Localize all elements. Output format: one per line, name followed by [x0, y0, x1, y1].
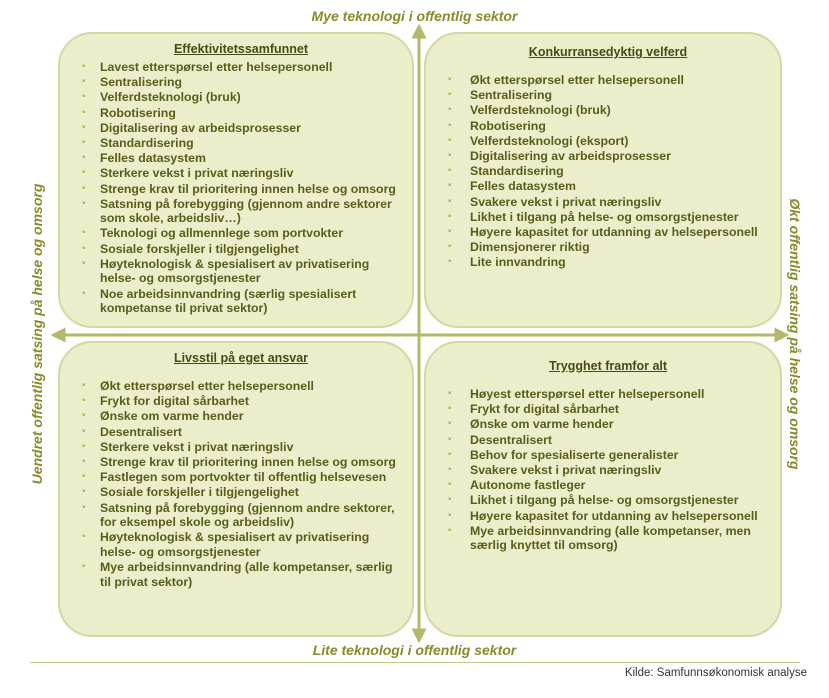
- list-item: ▪ Digitalisering av arbeidsprosesser: [448, 149, 768, 164]
- source-divider: [30, 662, 800, 663]
- list-item: ▪ Satsning på forebygging (gjennom andre sektorer, for eksempel skole og arbeidsliv): [82, 501, 400, 530]
- list-item: ▪ Velferdsteknologi (eksport): [448, 134, 768, 149]
- list-item: ▪ Velferdsteknologi (bruk): [448, 103, 768, 118]
- list-item: ▪ Likhet i tilgang på helse- og omsorgstjenester: [448, 493, 768, 508]
- list-item: ▪ Sterkere vekst i privat næringsliv: [82, 166, 400, 181]
- list-item: ▪ Frykt for digital sårbarhet: [82, 394, 400, 409]
- list-item: ▪ Ønske om varme hender: [448, 417, 768, 432]
- axis-label-right: Økt offentlig satsing på helse og omsorg: [787, 198, 803, 470]
- list-item: ▪ Teknologi og allmennlege som portvokter: [82, 226, 400, 241]
- list-item: ▪ Sentralisering: [82, 75, 400, 90]
- list-item: ▪ Økt etterspørsel etter helsepersonell: [448, 73, 768, 88]
- list-item: ▪ Lavest etterspørsel etter helsepersonell: [82, 60, 400, 75]
- list-item: ▪ Likhet i tilgang på helse- og omsorgstjenester: [448, 210, 768, 225]
- list-item: ▪ Økt etterspørsel etter helsepersonell: [82, 379, 400, 394]
- list-item: ▪ Behov for spesialiserte generalister: [448, 448, 768, 463]
- list-item: ▪ Svakere vekst i privat næringsliv: [448, 463, 768, 478]
- list-item: ▪ Ønske om varme hender: [82, 409, 400, 424]
- list-item: ▪ Desentralisert: [448, 433, 768, 448]
- list-item: ▪ Strenge krav til prioritering innen helse og omsorg: [82, 455, 400, 470]
- axis-label-left: Uendret offentlig satsing på helse og omsorg: [29, 183, 45, 485]
- list-item: ▪ Sosiale forskjeller i tilgjengelighet: [82, 242, 400, 257]
- list-item: ▪ Dimensjonerer riktig: [448, 240, 768, 255]
- list-item: ▪ Høyest etterspørsel etter helsepersonell: [448, 387, 768, 402]
- list-item: ▪ Svakere vekst i privat næringsliv: [448, 195, 768, 210]
- list-item: ▪ Høyere kapasitet for utdanning av helsepersonell: [448, 509, 768, 524]
- list-item: ▪ Desentralisert: [82, 425, 400, 440]
- list-item: ▪ Høyere kapasitet for utdanning av helsepersonell: [448, 225, 768, 240]
- axis-label-bottom: Lite teknologi i offentlig sektor: [312, 642, 517, 658]
- list-item: ▪ Felles datasystem: [448, 179, 768, 194]
- list-item: ▪ Sterkere vekst i privat næringsliv: [82, 440, 400, 455]
- list-item: ▪ Noe arbeidsinnvandring (særlig spesialisert kompetanse til privat sektor): [82, 287, 400, 316]
- quadrant-title: Livsstil på eget ansvar: [173, 351, 309, 365]
- source-note: Kilde: Samfunnsøkonomisk analyse: [624, 667, 807, 679]
- list-item: ▪ Digitalisering av arbeidsprosesser: [82, 121, 400, 136]
- list-item: ▪ Felles datasystem: [82, 151, 400, 166]
- quadrant-title: Effektivitetssamfunnet: [173, 42, 309, 56]
- list-item: ▪ Robotisering: [448, 119, 768, 134]
- list-item: ▪ Lite innvandring: [448, 255, 768, 270]
- list-item: ▪ Standardisering: [448, 164, 768, 179]
- list-item: ▪ Mye arbeidsinnvandring (alle kompetanser, men særlig knyttet til omsorg): [448, 524, 768, 553]
- list-item: ▪ Satsning på forebygging (gjennom andre sektorer som skole, arbeidsliv…): [82, 197, 400, 226]
- list-item: ▪ Robotisering: [82, 106, 400, 121]
- list-item: ▪ Høyteknologisk & spesialisert av privatisering helse- og omsorgstjenester: [82, 530, 400, 559]
- list-item: ▪ Fastlegen som portvokter til offentlig helsevesen: [82, 470, 400, 485]
- axis-label-top: Mye teknologi i offentlig sektor: [311, 8, 518, 24]
- list-item: ▪ Sentralisering: [448, 88, 768, 103]
- list-item: ▪ Frykt for digital sårbarhet: [448, 402, 768, 417]
- list-item: ▪ Standardisering: [82, 136, 400, 151]
- quadrant-title: Trygghet framfor alt: [548, 359, 668, 373]
- list-item: ▪ Velferdsteknologi (bruk): [82, 90, 400, 105]
- list-item: ▪ Sosiale forskjeller i tilgjengelighet: [82, 485, 400, 500]
- quadrant-title: Konkurransedyktig velferd: [528, 45, 688, 59]
- list-item: ▪ Mye arbeidsinnvandring (alle kompetanser, særlig til privat sektor): [82, 560, 400, 589]
- list-item: ▪ Strenge krav til prioritering innen helse og omsorg: [82, 182, 400, 197]
- list-item: ▪ Høyteknologisk & spesialisert av privatisering helse- og omsorgstjenester: [82, 257, 400, 286]
- list-item: ▪ Autonome fastleger: [448, 478, 768, 493]
